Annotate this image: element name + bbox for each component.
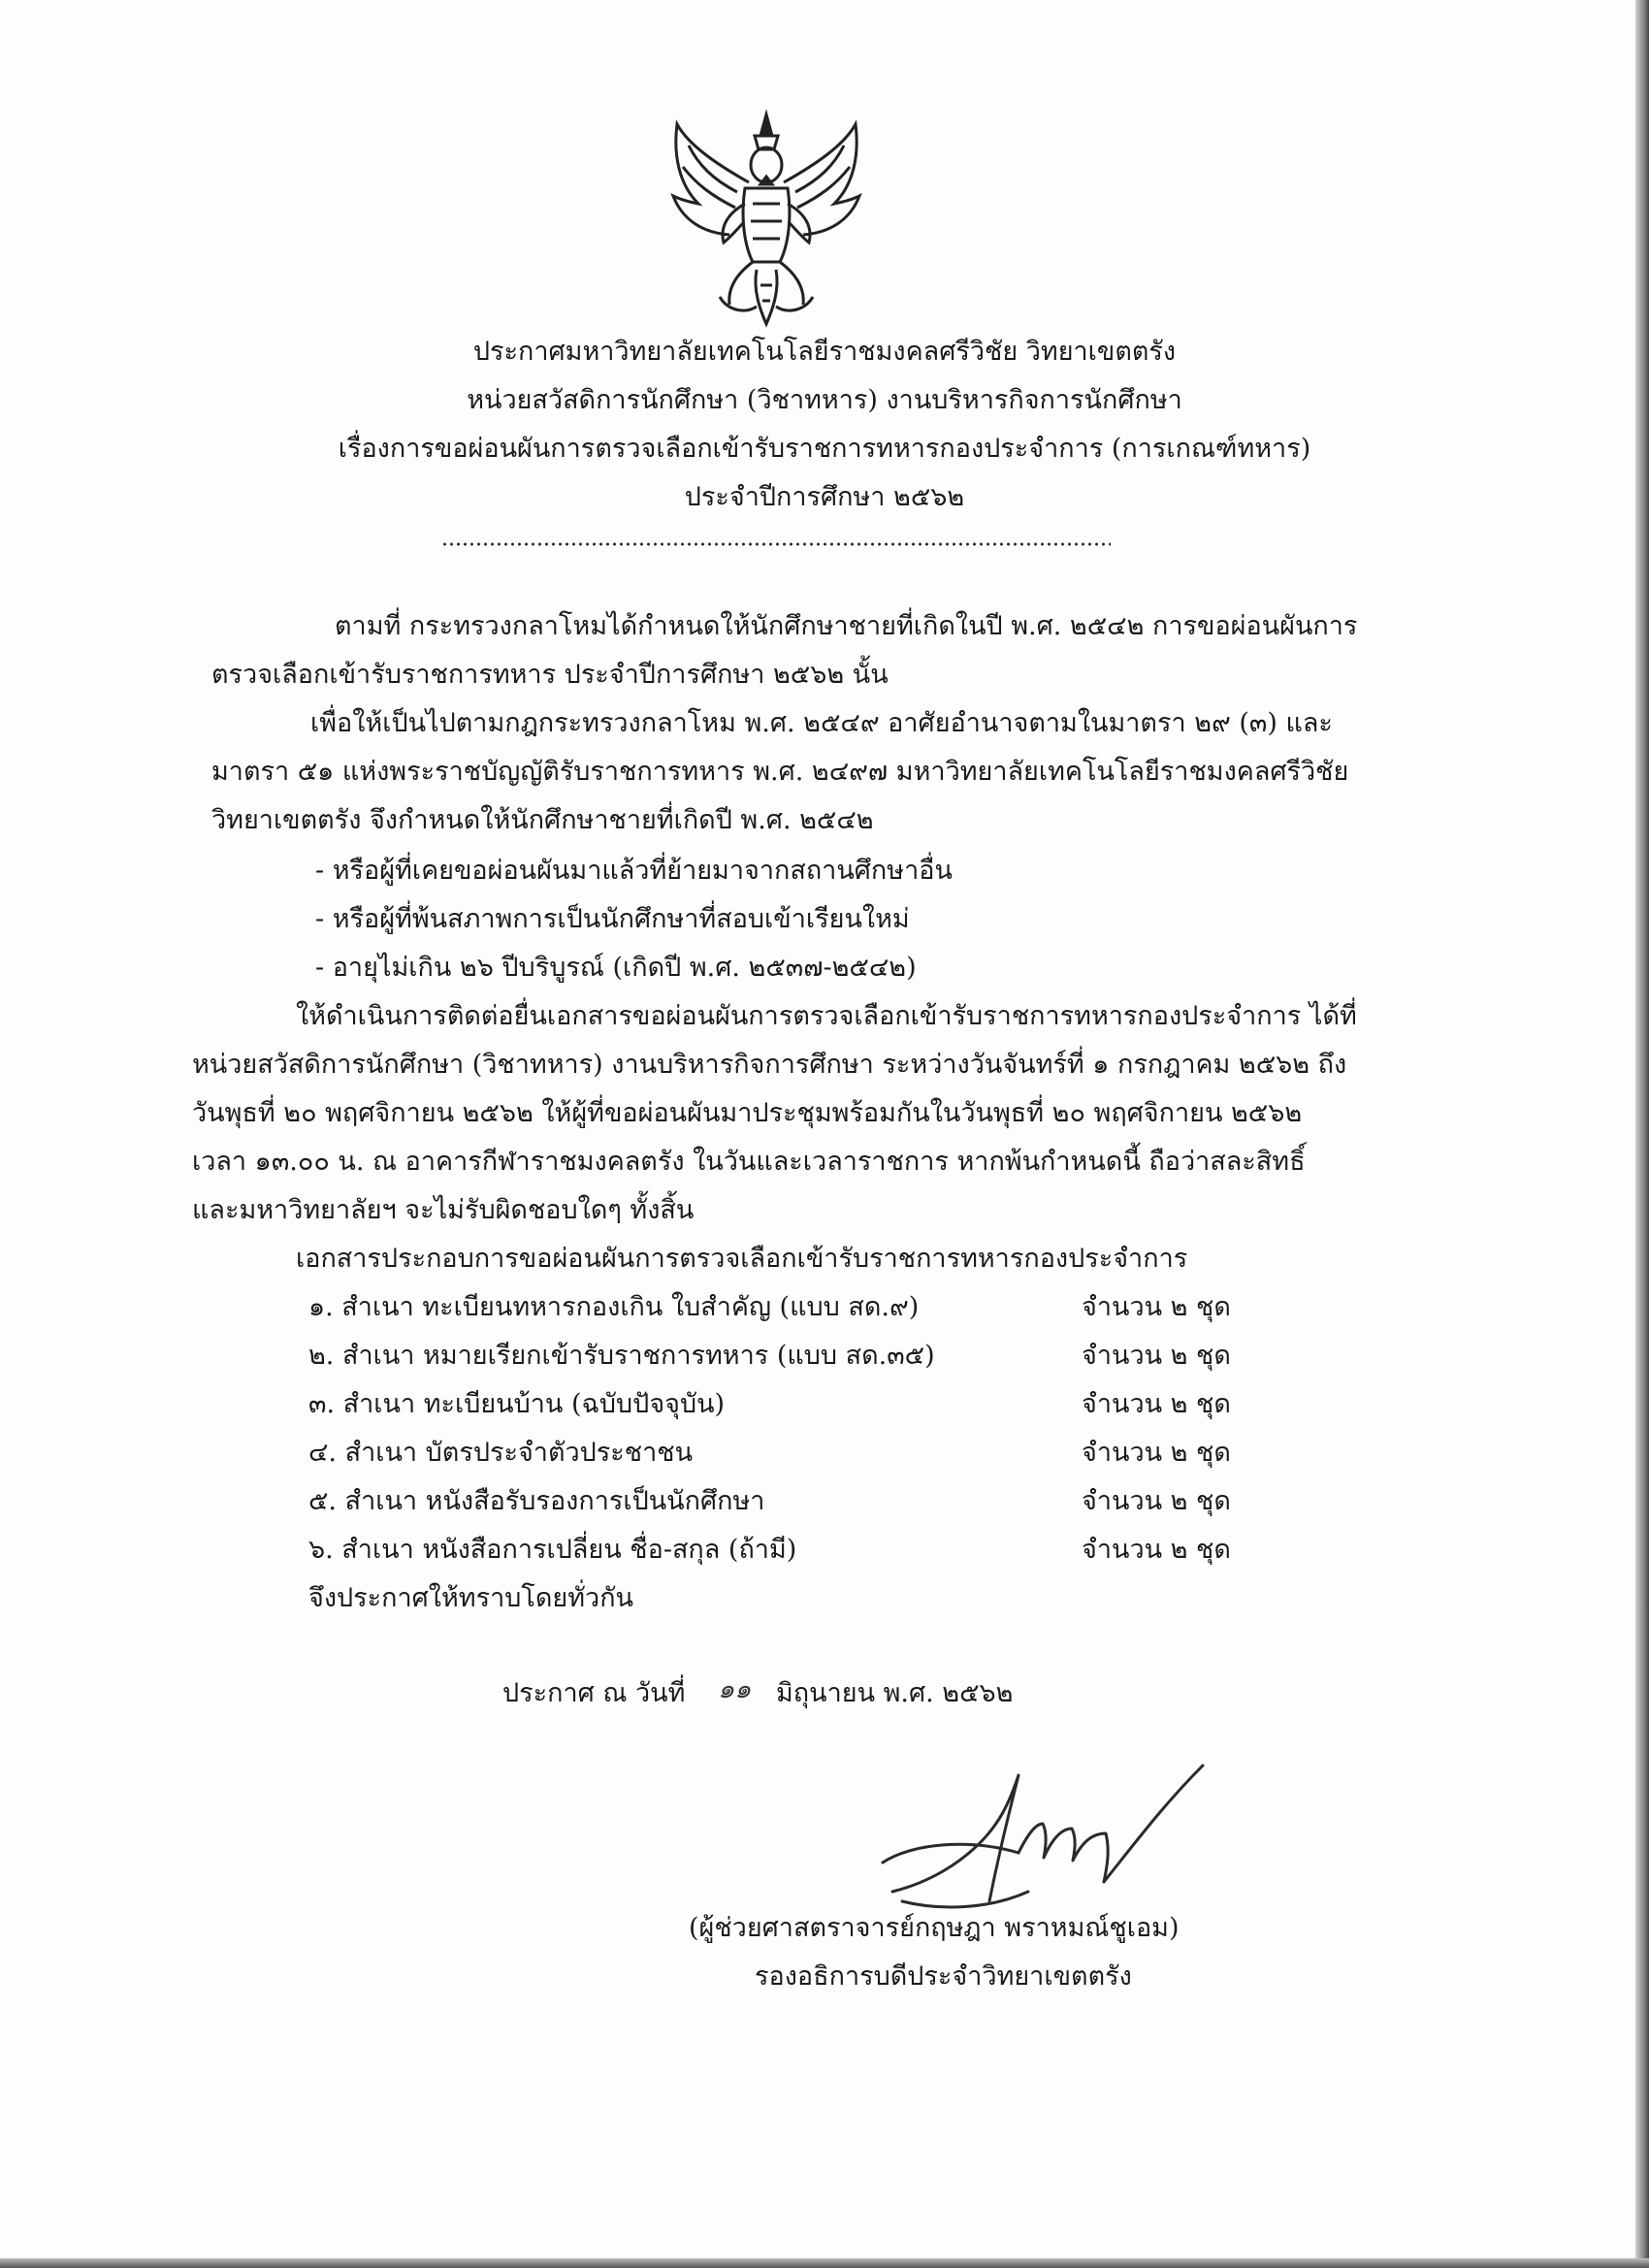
document-quantity: จำนวน ๒ ชุด	[1082, 1486, 1231, 1516]
signatory-name: (ผู้ช่วยศาสตราจารย์กฤษฎา พราหมณ์ชูเอม)	[689, 1913, 1180, 1943]
closing-statement: จึงประกาศให้ทราบโดยทั่วกัน	[308, 1583, 633, 1613]
paragraph-3-line-1: ให้ดำเนินการติดต่อยื่นเอกสารขอผ่อนผันการตรวจเลือกเข้ารับราชการทหารกองประจำการ ได้ที่	[296, 1001, 1357, 1031]
paragraph-2-line-2: มาตรา ๕๑ แห่งพระราชบัญญัติรับราชการทหาร พ.ศ. ๒๔๙๗ มหาวิทยาลัยเทคโนโลยีราชมงคลศรีวิชัย	[211, 757, 1349, 787]
paragraph-3-line-3: วันพุธที่ ๒๐ พฤศจิกายน ๒๕๖๒ ให้ผู้ที่ขอผ่อนผันมาประชุมพร้อมกันในวันพุธที่ ๒๐ พฤศจิกายน ๒๕๖๒	[192, 1098, 1303, 1128]
document-item: ๖. สำเนา หนังสือการเปลี่ยน ชื่อ-สกุล (ถ้ามี)	[308, 1535, 797, 1565]
paragraph-1-line-1: ตามที่ กระทรวงกลาโหมได้กำหนดให้นักศึกษาชายที่เกิดในปี พ.ศ. ๒๕๔๒ การขอผ่อนผันการ	[335, 611, 1358, 641]
document-item: ๕. สำเนา หนังสือรับรองการเป็นนักศึกษา	[308, 1486, 765, 1516]
announcement-day-handwritten: ๑๑	[718, 1674, 752, 1704]
document-item: ๒. สำเนา หมายเรียกเข้ารับราชการทหาร (แบบ สด.๓๕)	[308, 1341, 935, 1371]
document-quantity: จำนวน ๒ ชุด	[1082, 1535, 1231, 1565]
paragraph-3-line-5: และมหาวิทยาลัยฯ จะไม่รับผิดชอบใดๆ ทั้งสิ้น	[192, 1195, 695, 1225]
paragraph-1-line-2: ตรวจเลือกเข้ารับราชการทหาร ประจำปีการศึกษา ๒๕๖๒ นั้น	[211, 660, 889, 690]
header-line-3: เรื่องการขอผ่อนผันการตรวจเลือกเข้ารับราชการทหารกองประจำการ (การเกณฑ์ทหาร)	[338, 434, 1311, 464]
document-quantity: จำนวน ๒ ชุด	[1082, 1292, 1231, 1322]
bullet-item: - อายุไม่เกิน ๒๖ ปีบริบูรณ์ (เกิดปี พ.ศ. ๒๕๓๗-๒๕๔๒)	[315, 953, 917, 983]
document-item: ๔. สำเนา บัตรประจำตัวประชาชน	[308, 1438, 694, 1468]
garuda-emblem-icon	[660, 107, 873, 330]
dotted-separator	[441, 541, 1111, 547]
signatory-position: รองอธิการบดีประจำวิทยาเขตตรัง	[755, 1961, 1132, 1992]
paragraph-3-line-4: เวลา ๑๓.๐๐ น. ณ อาคารกีฬาราชมงคลตรัง ในวันและเวลาราชการ หากพ้นกำหนดนี้ ถือว่าสละสิทธิ์	[192, 1147, 1306, 1177]
bullet-item: - หรือผู้ที่พ้นสภาพการเป็นนักศึกษาที่สอบเข้าเรียนใหม่	[315, 904, 910, 934]
document-item: ๓. สำเนา ทะเบียนบ้าน (ฉบับปัจจุบัน)	[308, 1389, 726, 1419]
header-line-2: หน่วยสวัสดิการนักศึกษา (วิชาทหาร) งานบริหารกิจการนักศึกษา	[467, 385, 1182, 415]
bullet-item: - หรือผู้ที่เคยขอผ่อนผันมาแล้วที่ย้ายมาจากสถานศึกษาอื่น	[315, 856, 953, 886]
announcement-date-rest: มิถุนายน พ.ศ. ๒๕๖๒	[776, 1678, 1014, 1708]
document-quantity: จำนวน ๒ ชุด	[1082, 1389, 1231, 1419]
scan-edge-bottom	[0, 2258, 1649, 2268]
paragraph-2-line-1: เพื่อให้เป็นไปตามกฎกระทรวงกลาโหม พ.ศ. ๒๕๔๙ อาศัยอำนาจตามในมาตรา ๒๙ (๓) และ	[310, 708, 1333, 738]
paragraph-3-line-2: หน่วยสวัสดิการนักศึกษา (วิชาทหาร) งานบริหารกิจการศึกษา ระหว่างวันจันทร์ที่ ๑ กรกฎาคม ๒๕๖๒ ถึง	[192, 1050, 1347, 1080]
documents-heading: เอกสารประกอบการขอผ่อนผันการตรวจเลือกเข้ารับราชการทหารกองประจำการ	[296, 1244, 1188, 1274]
document-quantity: จำนวน ๒ ชุด	[1082, 1341, 1231, 1371]
signature-icon	[873, 1746, 1222, 1921]
header-line-4: ประจำปีการศึกษา ๒๕๖๒	[684, 482, 965, 512]
header-line-1: ประกาศมหาวิทยาลัยเทคโนโลยีราชมงคลศรีวิชัย วิทยาเขตตรัง	[472, 337, 1177, 367]
document-item: ๑. สำเนา ทะเบียนทหารกองเกิน ใบสำคัญ (แบบ สด.๙)	[308, 1292, 920, 1322]
announcement-date-prefix: ประกาศ ณ วันที่	[502, 1678, 686, 1708]
document-quantity: จำนวน ๒ ชุด	[1082, 1438, 1231, 1468]
paragraph-2-line-3: วิทยาเขตตรัง จึงกำหนดให้นักศึกษาชายที่เกิดปี พ.ศ. ๒๕๔๒	[211, 805, 874, 835]
